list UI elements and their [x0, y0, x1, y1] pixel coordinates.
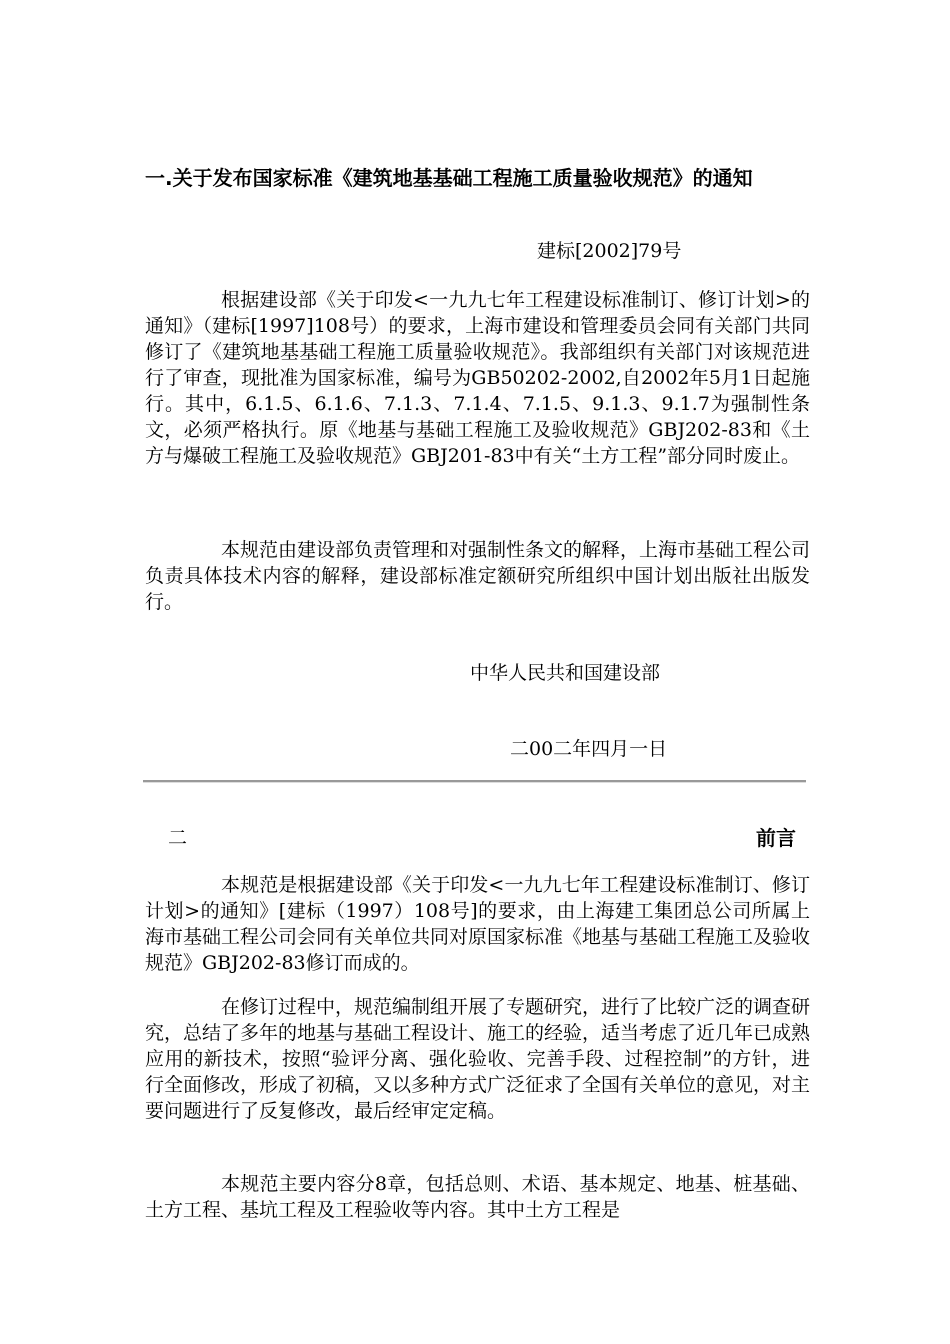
- preface-paragraph: 在修订过程中，规范编制组开展了专题研究，进行了比较广泛的调查研究，总结了多年的地基与基础工程设计、施工的经验，适当考虑了近几年已成熟应用的新技术，按照“验评分离、强化验收、完善手段、过程控制”的方针，进行全面修改，形成了初稿，又以多种方式广泛征求了全国有关单位的意见，对主要问题进行了反复修改，最后经审定定稿。: [145, 996, 811, 1122]
- notice-title: 一.关于发布国家标准《建筑地基基础工程施工质量验收规范》的通知: [145, 166, 753, 190]
- preface-paragraph: 本规范是根据建设部《关于印发<一九九七年工程建设标准制订、修订计划>的通知》[建标（1997）108号]的要求，由上海建工集团总公司所属上海市基础工程公司会同有关单位共同对原国家标准《地基与基础工程施工及验收规范》GBJ202-83修订而成的。: [145, 874, 811, 974]
- notice-paragraph: 本规范由建设部负责管理和对强制性条文的解释，上海市基础工程公司负责具体技术内容的解释，建设部标准定额研究所组织中国计划出版社出版发行。: [145, 539, 811, 613]
- issuing-authority: 中华人民共和国建设部: [470, 662, 661, 684]
- document-number: 建标[2002]79号: [537, 240, 682, 262]
- notice-paragraph: 根据建设部《关于印发<一九九七年工程建设标准制订、修订计划>的通知》（建标[1997]108号）的要求，上海市建设和管理委员会同有关部门共同修订了《建筑地基基础工程施工质量验收规范》。我部组织有关部门对该规范进行了审查，现批准为国家标准，编号为GB50202-2002,自2002年5月1日起施行。其中，6.1.5、6.1.6、7.1.3、7.1.4、7.1.5、9.1.3、9.1.7为强制性条文，必须严格执行。原《地基与基础工程施工及验收规范》GBJ202-83和《土方与爆破工程施工及验收规范》GBJ201-83中有关“土方工程”部分同时废止。: [145, 289, 810, 467]
- issue-date: 二00二年四月一日: [510, 738, 668, 760]
- section-number: 二: [168, 827, 188, 849]
- preface-paragraph: 本规范主要内容分8章，包括总则、术语、基本规定、地基、桩基础、土方工程、基坑工程及工程验收等内容。其中土方工程是: [145, 1173, 810, 1221]
- section-divider: [143, 780, 806, 783]
- section-title: 前言: [756, 826, 796, 850]
